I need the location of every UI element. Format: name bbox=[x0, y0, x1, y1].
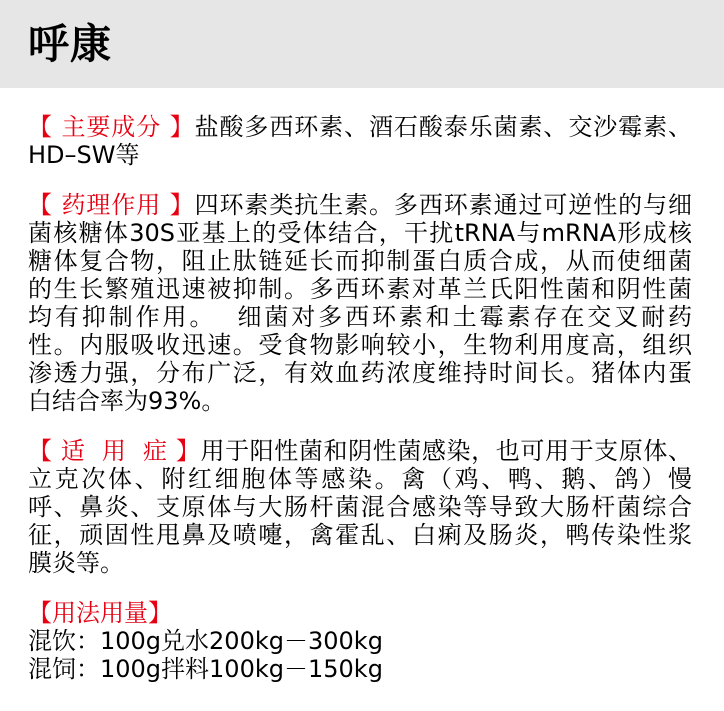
line-text: 白结合率为93%。 bbox=[28, 387, 226, 415]
line-text: 均有抑制作用。 细菌对多西环素和土霉素存在交叉耐药 bbox=[28, 303, 692, 331]
section-line bbox=[28, 493, 692, 521]
product-description bbox=[28, 113, 692, 683]
line-text: HD–SW等 bbox=[28, 141, 140, 169]
section-line bbox=[28, 275, 692, 303]
section-label: 【用法用量】 bbox=[28, 599, 172, 627]
line-text: 四环素类抗生素。多西环素通过可逆性的与细 bbox=[194, 191, 692, 219]
section-line bbox=[28, 521, 692, 549]
line-text: 盐酸多西环素、酒石酸泰乐菌素、交沙霉素、 bbox=[194, 113, 692, 141]
section-pharmacology bbox=[28, 191, 692, 415]
section-line bbox=[28, 599, 692, 627]
section-label: 【 主要成分 】 bbox=[28, 113, 195, 141]
line-text: 混饮：100g兑水200kg－300kg bbox=[28, 627, 383, 655]
section-line bbox=[28, 331, 692, 359]
section-line bbox=[28, 141, 692, 169]
section-line bbox=[28, 549, 692, 577]
section-line bbox=[28, 387, 692, 415]
line-text: 渗透力强，分布广泛，有效血药浓度维持时间长。猪体内蛋 bbox=[28, 359, 692, 387]
line-text: 性。内服吸收迅速。受食物影响较小，生物利用度高，组织 bbox=[28, 331, 692, 359]
line-text: 的生长繁殖迅速被抑制。多西环素对革兰氏阳性菌和阴性菌 bbox=[28, 275, 692, 303]
section-label: 【 适 用 症 】 bbox=[28, 437, 201, 465]
line-text: 混饲：100g拌料100kg－150kg bbox=[28, 655, 383, 683]
section-line bbox=[28, 437, 692, 465]
product-title: 呼康 bbox=[28, 20, 112, 68]
line-text: 征，顽固性甩鼻及喷嚏，禽霍乱、白痢及肠炎，鸭传染性浆 bbox=[28, 521, 692, 549]
section-line bbox=[28, 465, 692, 493]
line-text: 呼、鼻炎、支原体与大肠杆菌混合感染等导致大肠杆菌综合 bbox=[28, 493, 692, 521]
line-text: 菌核糖体30S亚基上的受体结合，干扰tRNA与mRNA形成核 bbox=[28, 219, 692, 247]
section-line bbox=[28, 219, 692, 247]
section-line bbox=[28, 247, 692, 275]
line-text: 膜炎等。 bbox=[28, 549, 124, 577]
section-line bbox=[28, 191, 692, 219]
section-dosage bbox=[28, 599, 692, 683]
section-line bbox=[28, 359, 692, 387]
section-line bbox=[28, 627, 692, 655]
section-line bbox=[28, 303, 692, 331]
line-text: 立克次体、附红细胞体等感染。禽（鸡、鸭、鹅、鸽）慢 bbox=[28, 465, 692, 493]
page-header bbox=[0, 0, 724, 88]
section-label: 【 药理作用 】 bbox=[28, 191, 195, 219]
line-text: 用于阳性菌和阴性菌感染，也可用于支原体、 bbox=[200, 437, 692, 465]
section-main-ingredients bbox=[28, 113, 692, 169]
section-line bbox=[28, 113, 692, 141]
section-line bbox=[28, 655, 692, 683]
line-text: 糖体复合物，阻止肽链延长而抑制蛋白质合成，从而使细菌 bbox=[28, 247, 692, 275]
section-indications bbox=[28, 437, 692, 577]
